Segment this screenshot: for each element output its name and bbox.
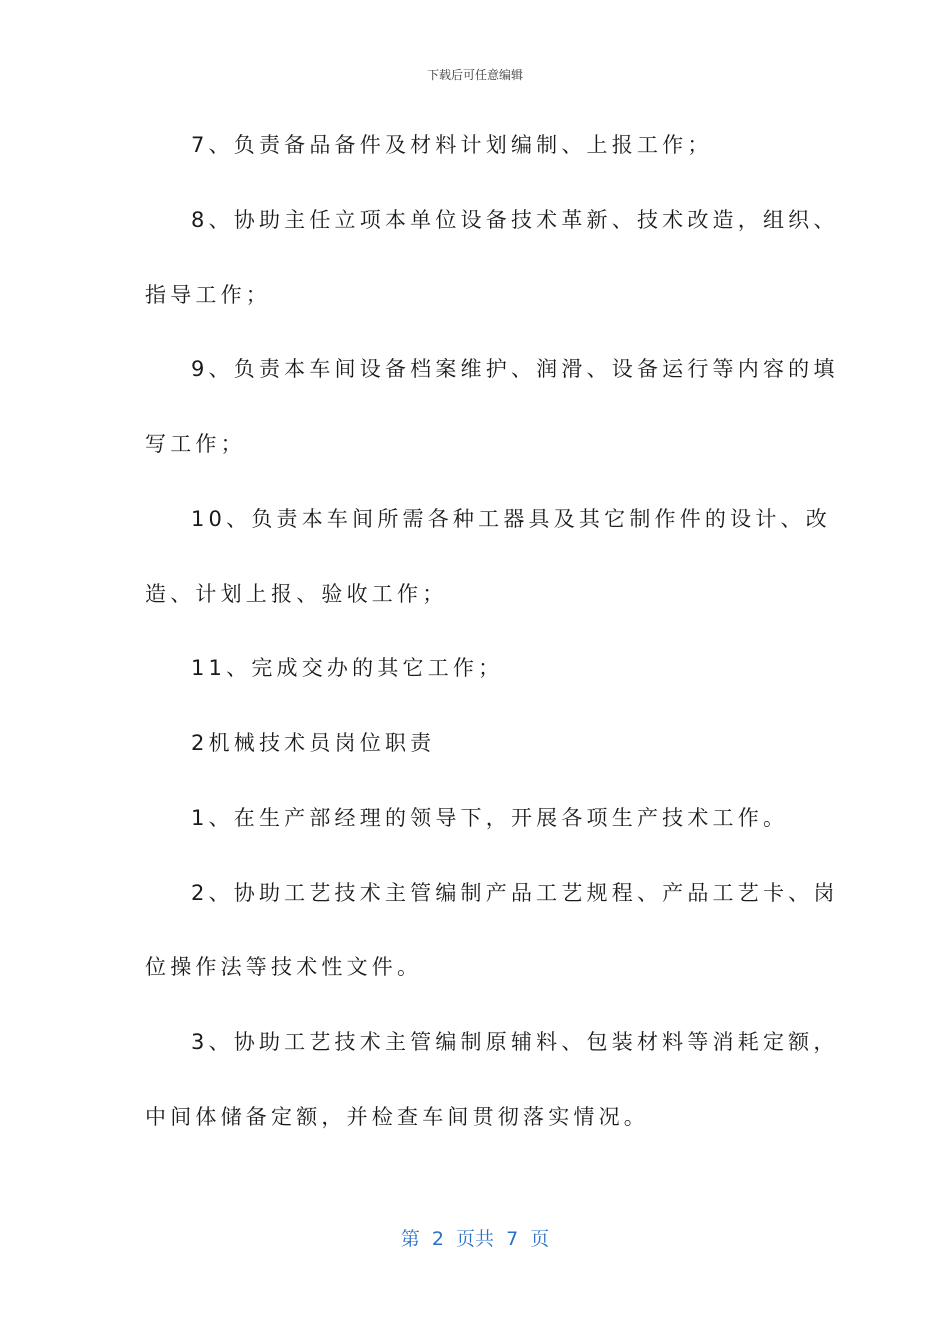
paragraph-line: 中间体储备定额，并检查车间贯彻落实情况。: [145, 1105, 649, 1129]
paragraph-line: 8、协助主任立项本单位设备技术革新、技术改造，组织、: [191, 208, 839, 232]
page-header-note: 下载后可任意编辑: [426, 68, 523, 82]
paragraph-line: 造、计划上报、验收工作；: [145, 582, 448, 606]
section-heading: 2机械技术员岗位职责: [191, 731, 436, 755]
paragraph-line: 写工作；: [145, 432, 246, 456]
paragraph-line: 3、协助工艺技术主管编制原辅料、包装材料等消耗定额，: [191, 1030, 839, 1054]
paragraph-line: 1、在生产部经理的领导下，开展各项生产技术工作。: [191, 806, 789, 830]
paragraph-line: 指导工作；: [145, 283, 271, 307]
paragraph-line: 11、完成交办的其它工作；: [191, 656, 504, 680]
paragraph-line: 10、负责本车间所需各种工器具及其它制作件的设计、改: [191, 507, 831, 531]
page-number-footer: 第 2 页共 7 页: [400, 1228, 550, 1250]
paragraph-line: 位操作法等技术性文件。: [145, 955, 423, 979]
paragraph-line: 9、负责本车间设备档案维护、润滑、设备运行等内容的填: [191, 357, 839, 381]
paragraph-line: 7、负责备品备件及材料计划编制、上报工作；: [191, 133, 713, 157]
paragraph-line: 2、协助工艺技术主管编制产品工艺规程、产品工艺卡、岗: [191, 881, 839, 905]
